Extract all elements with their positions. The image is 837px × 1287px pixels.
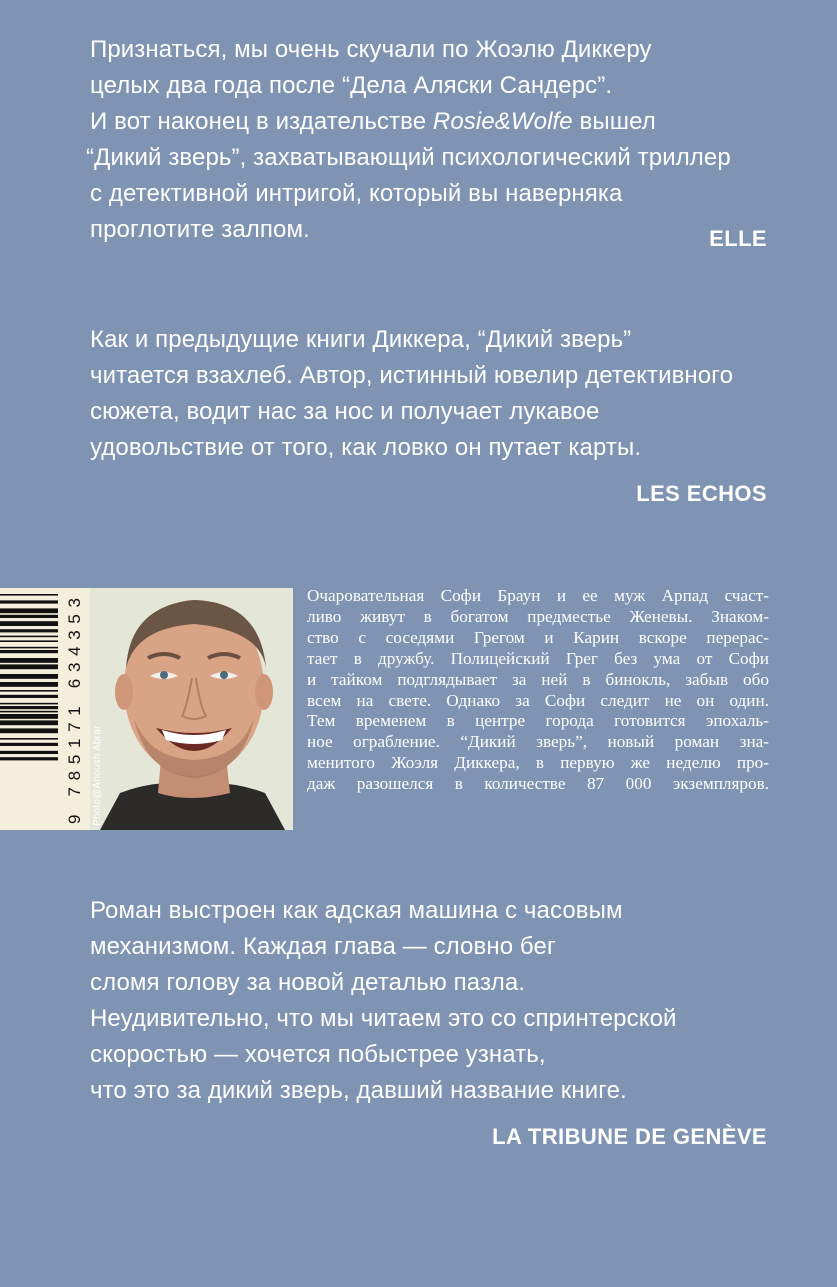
quote-line: сюжета, водит нас за нос и получает лукавое	[90, 398, 600, 425]
annotation-line: ное ограбление. “Дикий зверь”, новый роман зна-	[307, 732, 769, 752]
quote-line: механизмом. Каждая глава — словно бег	[90, 933, 556, 960]
review-quote-elle	[86, 32, 780, 248]
barcode-bar	[0, 682, 58, 687]
barcode-bar	[0, 608, 58, 613]
annotation-line: даж разошелся в количестве 87 000 экземпляров.	[307, 774, 769, 794]
quote-line: проглотите залпом.	[90, 216, 310, 243]
quote-line: Как и предыдущие книги Диккера, “Дикий зверь”	[90, 326, 632, 353]
quote-line: удовольствие от того, как ловко он путает карты.	[90, 434, 642, 461]
barcode-bar	[0, 600, 58, 603]
review-quote-les-echos	[90, 322, 780, 466]
annotation-line: Очаровательная Софи Браун и ее муж Арпад счаст-	[307, 586, 769, 605]
barcode-bar	[0, 728, 58, 733]
barcode-bar	[0, 703, 58, 705]
review-source-les-echos: LES ECHOS	[636, 481, 767, 506]
barcode-bar	[0, 738, 58, 740]
annotation-line: Тем временем в центре города готовится эпохаль-	[307, 711, 769, 731]
barcode-bars	[0, 588, 90, 830]
barcode-bar	[0, 629, 58, 632]
review-source-elle: ELLE	[709, 226, 767, 251]
barcode-bar	[0, 615, 58, 618]
barcode-bar	[0, 695, 58, 698]
isbn-barcode	[0, 588, 90, 830]
quote-line: что это за дикий зверь, давший название книге.	[90, 1077, 627, 1104]
barcode-bar	[0, 621, 58, 626]
quote-line: Роман выстроен как адская машина с часовым	[90, 897, 623, 924]
quote-line: Неудивительно, что мы читаем это со спринтерской	[90, 1005, 677, 1032]
barcode-bar	[0, 640, 58, 642]
barcode-bar	[0, 636, 58, 638]
book-annotation	[307, 586, 769, 795]
barcode-bar	[0, 647, 58, 649]
barcode-bar	[0, 664, 58, 669]
author-photo	[90, 588, 293, 830]
annotation-line: ливо живут в богатом предместье Женевы. Знаком-	[307, 606, 769, 626]
barcode-bar	[0, 711, 58, 713]
barcode-bar	[0, 743, 58, 746]
barcode-bar	[0, 751, 58, 754]
barcode-bar	[0, 594, 58, 596]
review-quote-la-tribune	[90, 893, 780, 1109]
barcode-bar	[0, 674, 58, 679]
barcode-bar	[0, 757, 58, 760]
barcode-digits: 9 785171 634353	[65, 598, 84, 824]
annotation-line: менитого Жоэля Диккера, в первую же неделю про-	[307, 753, 769, 773]
quote-line: читается взахлеб. Автор, истинный ювелир детективного	[90, 362, 734, 389]
quote-line-part: И вот наконец в издательстве	[90, 108, 433, 135]
annotation-line: всем на свете. Однако за Софи следит не он один.	[307, 690, 769, 710]
barcode-bar	[0, 714, 58, 719]
quote-line-part: вышел	[572, 108, 656, 135]
barcode-bar	[0, 690, 58, 692]
quote-line-with-publisher	[90, 104, 780, 140]
review-source-la-tribune: LA TRIBUNE DE GENÈVE	[492, 1124, 767, 1149]
quote-line: сломя голову за новой деталью пазла.	[90, 969, 526, 996]
quote-line: Признаться, мы очень скучали по Жоэлю Диккеру	[90, 36, 652, 63]
barcode-bar	[0, 706, 58, 709]
publisher-name: Rosie&Wolfe	[432, 108, 573, 135]
quote-line: скоростью — хочется побыстрее узнать,	[90, 1041, 546, 1068]
photo-credit: Photo@Anoush Abrar	[92, 725, 103, 826]
annotation-line: ство с соседями Грегом и Карин вскоре перерас-	[307, 627, 769, 647]
barcode-bar	[0, 650, 58, 653]
author-portrait-illustration	[90, 588, 293, 830]
quote-line: “Дикий зверь”, захватывающий психологический триллер	[86, 144, 731, 171]
quote-line: целых два года после “Дела Аляски Сандерс”.	[90, 72, 613, 99]
annotation-line: тает в дружбу. Полицейский Грег без ума от Софи	[307, 648, 769, 668]
barcode-bar	[0, 720, 58, 725]
quote-line: с детективной интригой, который вы наверняка	[90, 180, 623, 207]
annotation-line: и тайком подглядывает за ней в бинокль, забыв обо	[307, 669, 769, 689]
barcode-bar	[0, 658, 58, 663]
